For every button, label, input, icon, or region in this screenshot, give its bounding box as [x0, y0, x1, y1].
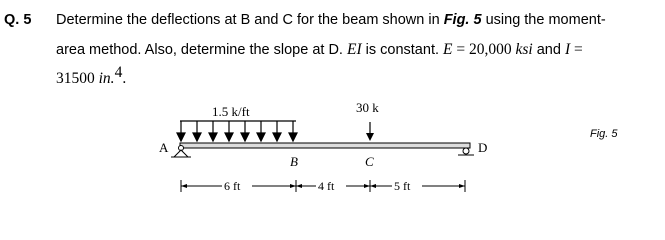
question-number: Q. 5 [4, 12, 32, 28]
question-text: is constant. [361, 42, 444, 58]
beam [180, 143, 470, 148]
e-value: = 20,000 [452, 41, 516, 58]
question-text: Determine the deflections at B and C for the beam shown in [56, 12, 444, 28]
figure-label: Fig. 5 [590, 128, 618, 140]
question-text: and [532, 42, 565, 58]
distributed-load-label: 1.5 k/ft [212, 104, 250, 119]
ei-symbol: EI [346, 41, 362, 58]
i-exponent: 4 [114, 64, 123, 82]
point-load-arrowhead [366, 133, 374, 141]
e-symbol: E [443, 41, 453, 58]
ksi-unit: ksi [515, 41, 533, 58]
point-b-label: B [290, 154, 298, 169]
i-unit: in. [98, 70, 115, 87]
distributed-load-arrows [177, 121, 297, 141]
dimension-bc: 4 ft [318, 179, 335, 193]
point-c-label: C [365, 154, 374, 169]
dimension-cd: 5 ft [394, 179, 411, 193]
figure-reference: Fig. 5 [443, 12, 482, 28]
question-text: using the moment- [481, 12, 606, 28]
i-value: 31500 [56, 70, 99, 87]
question-text: area method. Also, determine the slope at D. [56, 42, 347, 58]
dimension-ab: 6 ft [224, 179, 241, 193]
point-a-label: A [159, 140, 169, 155]
i-symbol: I [564, 41, 571, 58]
i-equals: = [570, 41, 583, 58]
point-d-label: D [478, 140, 488, 155]
question-text: . [122, 70, 127, 87]
roller-support-d [458, 148, 474, 155]
point-load-label: 30 k [356, 100, 379, 115]
